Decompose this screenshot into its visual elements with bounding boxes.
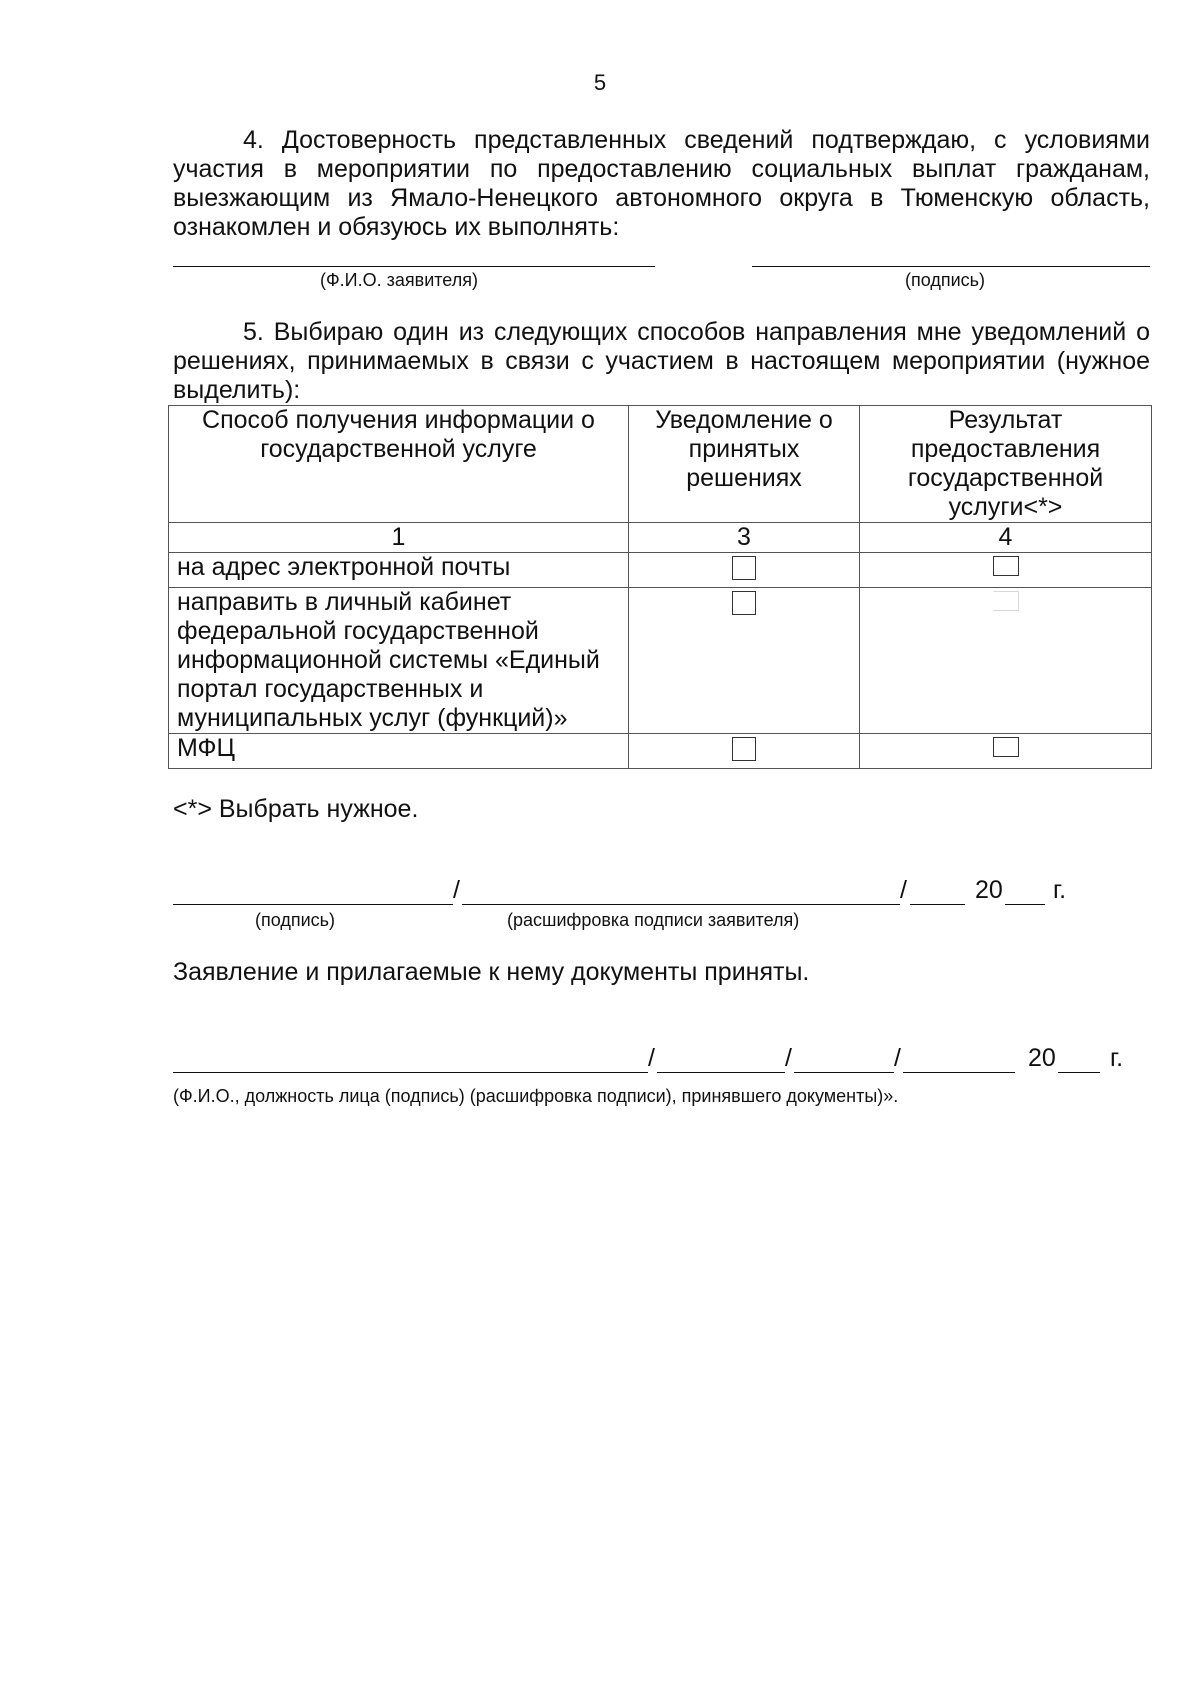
year-line[interactable] (1005, 904, 1045, 905)
table-row (169, 734, 1152, 769)
header-method: Способ получения информации о государственной услуге (169, 406, 629, 523)
acceptance-caption: (Ф.И.О., должность лица (подпись) (расшифровка подписи), принявшего документы)». (173, 1086, 899, 1106)
mfc-notification-checkbox[interactable] (732, 737, 756, 761)
signature-decoding-caption: (расшифровка подписи заявителя) (507, 910, 800, 930)
applicant-signature-caption: (подпись) (905, 270, 986, 290)
day-line[interactable] (910, 904, 965, 905)
slash-separator: / (648, 1044, 655, 1072)
acceptance-statement: Заявление и прилагаемые к нему документы приняты. (173, 958, 810, 986)
table-column-numbers-row (169, 523, 1152, 553)
header-result: Результат предоставления государственной услуги<*> (860, 406, 1152, 523)
table-header-row (169, 406, 1152, 523)
column-number: 4 (860, 523, 1152, 553)
official-decoding-line[interactable] (794, 1072, 894, 1073)
year-suffix: г. (1053, 876, 1067, 904)
year-prefix: 20 (1028, 1044, 1056, 1072)
year-suffix: г. (1110, 1044, 1124, 1072)
method-email: на адрес электронной почты (169, 553, 629, 588)
notification-method-table (168, 405, 1152, 769)
day-line[interactable] (903, 1072, 1015, 1073)
portal-notification-checkbox[interactable] (732, 591, 756, 615)
signature-caption: (подпись) (255, 910, 336, 930)
page-number: 5 (593, 70, 607, 95)
signature-decoding-line[interactable] (462, 904, 900, 905)
applicant-signature-line[interactable] (752, 266, 1150, 267)
header-notification: Уведомление о принятых решениях (629, 406, 860, 523)
method-gosuslugi: направить в личный кабинет федеральной государственной информационной системы «Единый портал государственных и муниципальных услуг (функций)» (169, 588, 629, 734)
mfc-result-checkbox[interactable] (993, 737, 1019, 757)
official-name-line[interactable] (173, 1072, 648, 1073)
applicant-name-caption: (Ф.И.О. заявителя) (320, 270, 478, 290)
applicant-name-line[interactable] (173, 266, 655, 267)
section-4-text: 4. Достоверность представленных сведений подтверждаю, с условиями участия в мероприятии по предоставлению социальных выплат гражданам, выезжающим из Ямало-Ненецкого автономного округа в Тюменскую область, ознакомлен и обязуюсь их выполнять: (173, 126, 1150, 241)
year-line[interactable] (1058, 1072, 1100, 1073)
signature-line[interactable] (173, 904, 453, 905)
section-5-text: 5. Выбираю один из следующих способов направления мне уведомлений о решениях, принимаемых в связи с участием в настоящем мероприятии (нужное выделить): (173, 318, 1150, 404)
slash-separator: / (894, 1044, 901, 1072)
portal-result-checkbox[interactable] (993, 591, 1019, 611)
slash-separator: / (900, 876, 907, 904)
email-notification-checkbox[interactable] (732, 556, 756, 580)
column-number: 3 (629, 523, 860, 553)
table-row (169, 553, 1152, 588)
column-number: 1 (169, 523, 629, 553)
table-row (169, 588, 1152, 734)
slash-separator: / (785, 1044, 792, 1072)
method-mfc: МФЦ (169, 734, 629, 769)
official-signature-line[interactable] (657, 1072, 785, 1073)
email-result-checkbox[interactable] (993, 556, 1019, 576)
year-prefix: 20 (975, 876, 1003, 904)
footnote: <*> Выбрать нужное. (173, 795, 419, 823)
slash-separator: / (453, 876, 460, 904)
